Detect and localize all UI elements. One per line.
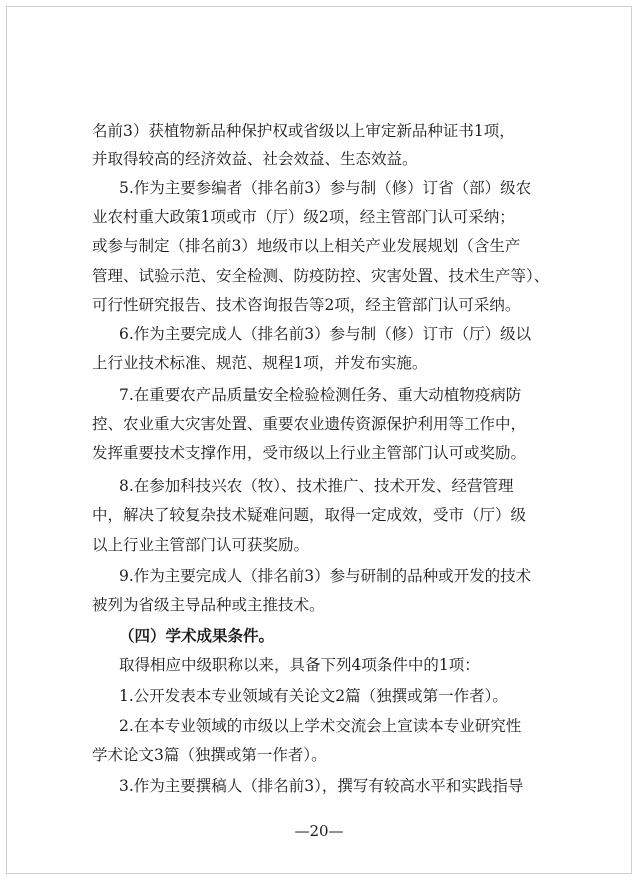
text-line: 上行业技术标准、规范、规程1项，并发布实施。 <box>92 354 428 372</box>
text-line: 被列为省级主导品种或主推技术。 <box>92 596 325 614</box>
text-line: 5.作为主要参编者（排名前3）参与制（修）订省（部）级农 <box>119 179 532 197</box>
text-line: 名前3）获植物新品种保护权或省级以上审定新品种证书1项， <box>92 122 515 140</box>
text-line: 并取得较高的经济效益、社会效益、生态效益。 <box>92 150 418 168</box>
text-line: 8.在参加科技兴农（牧）、技术推广、技术开发、经营管理 <box>119 477 514 495</box>
text-line: 取得相应中级职称以来，具备下列4项条件中的1项： <box>119 656 480 674</box>
text-line: 7.在重要农产品质量安全检验检测任务、重大动植物疫病防 <box>119 386 522 404</box>
text-line: 或参与制定（排名前3）地级市以上相关产业发展规划（含生产 <box>92 237 521 255</box>
text-line: 管理、试验示范、安全检测、防疫防控、灾害处置、技术生产等）、 <box>92 267 550 285</box>
text-line: 学术论文3篇（独撰或第一作者）。 <box>92 746 327 764</box>
text-line: 控、农业重大灾害处置、重要农业遗传资源保护利用等工作中， <box>92 415 527 433</box>
text-line: 发挥重要技术支撑作用，受市级以上行业主管部门认可或奖励。 <box>92 444 527 462</box>
text-line: 业农村重大政策1项或市（厅）级2项，经主管部门认可采纳； <box>92 208 515 226</box>
text-line: 中，解决了较复杂技术疑难问题，取得一定成效，受市（厅）级 <box>92 506 527 524</box>
text-line: 9.作为主要完成人（排名前3）参与研制的品种或开发的技术 <box>119 567 532 585</box>
text-line: 3.作为主要撰稿人（排名前3），撰写有较高水平和实践指导 <box>119 777 524 795</box>
text-line: 6.作为主要完成人（排名前3）参与制（修）订市（厅）级以 <box>119 325 532 343</box>
section-heading: （四）学术成果条件。 <box>119 627 275 645</box>
text-line: 2.在本专业领域的市级以上学术交流会上宣读本专业研究性 <box>119 717 522 735</box>
text-line: 以上行业主管部门认可获奖励。 <box>92 536 310 554</box>
page-number: —20— <box>294 822 344 840</box>
text-line: 1.公开发表本专业领域有关论文2篇（独撰或第一作者）。 <box>119 687 508 705</box>
text-line: 可行性研究报告、技术咨询报告等2项，经主管部门认可采纳。 <box>92 296 521 314</box>
